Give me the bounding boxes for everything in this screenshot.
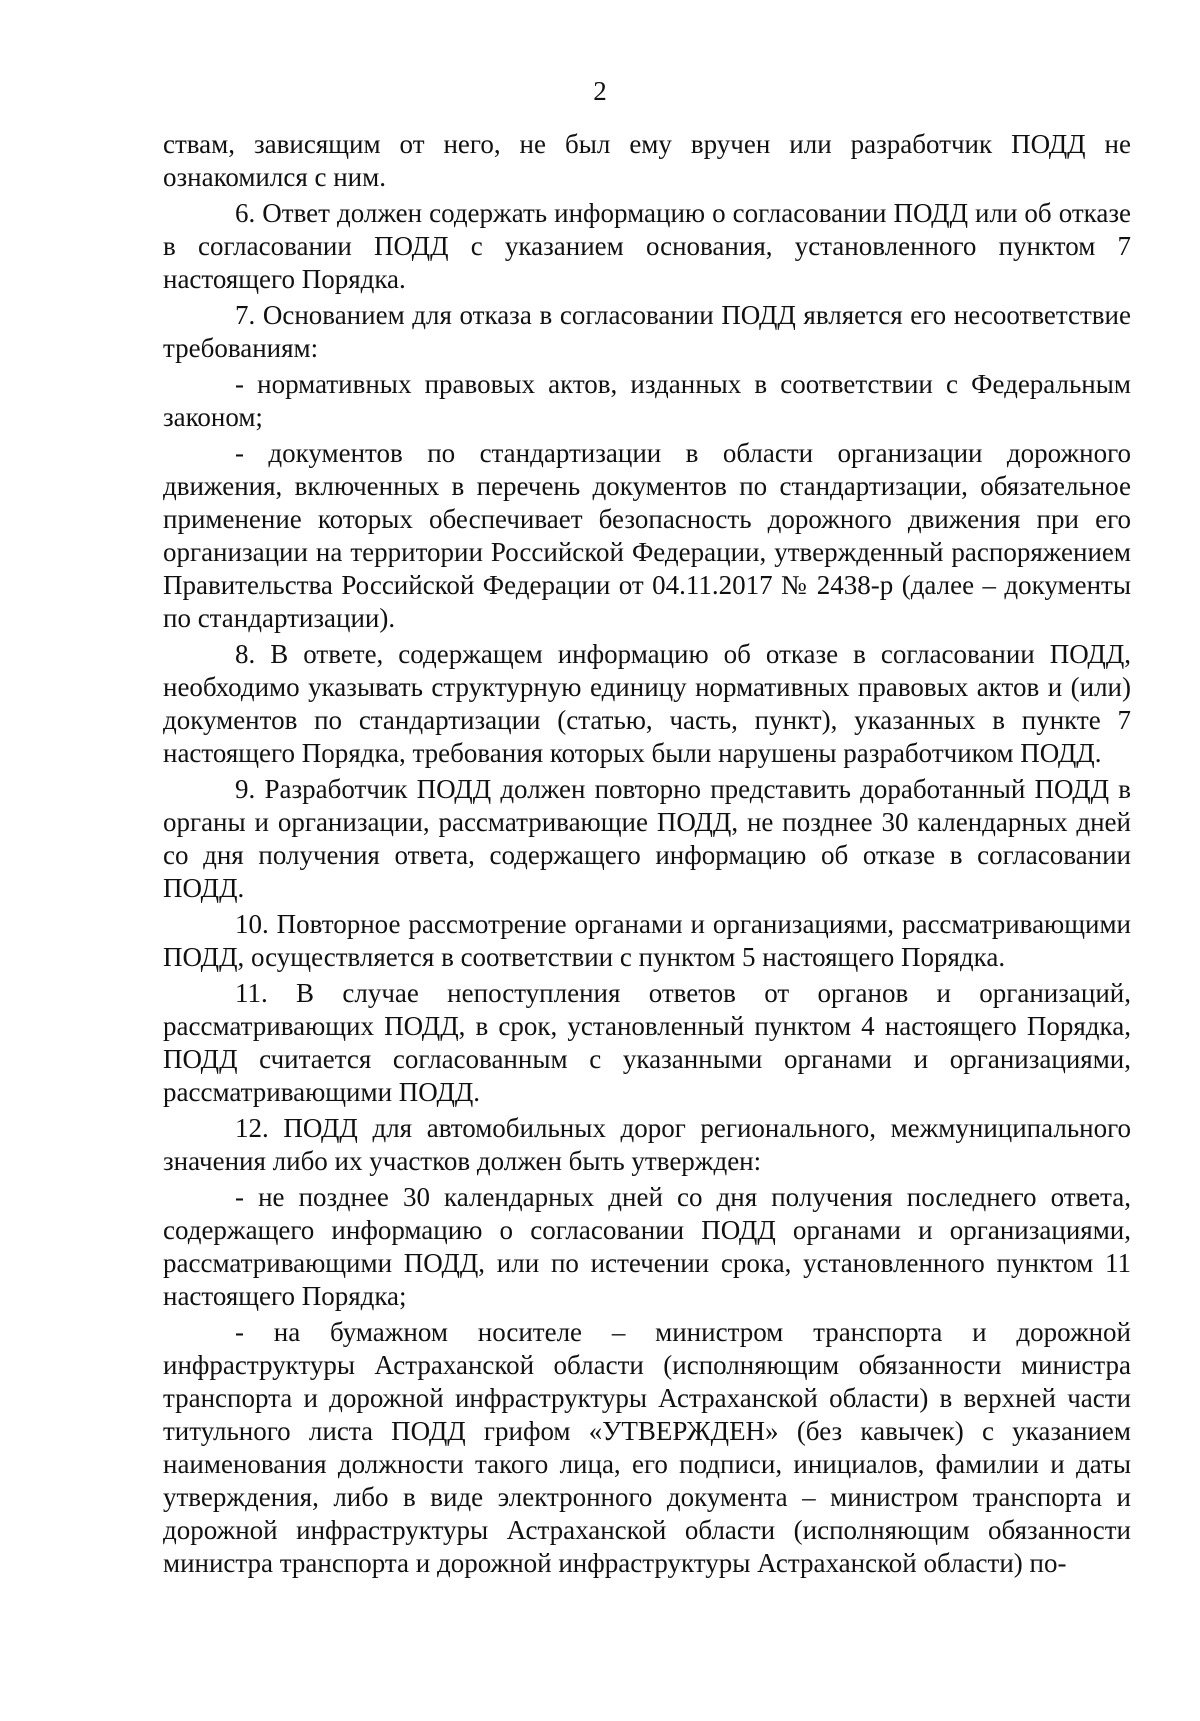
paragraph-item-9: 9. Разработчик ПОДД должен повторно представить доработанный ПОДД в органы и организации, рассматривающие ПОДД, не позднее 30 календарных дней со дня получения ответа, содержащего информацию об отказе в согласовании ПОДД. [163, 774, 1131, 903]
paragraph-item-12-subitem-1: - не позднее 30 календарных дней со дня получения последнего ответа, содержащего информацию о согласовании ПОДД органами и организациями, рассматривающими ПОДД, или по истечении срока, установленного пунктом 11 настоящего Порядка; [163, 1182, 1131, 1311]
paragraph-item-6: 6. Ответ должен содержать информацию о согласовании ПОДД или об отказе в согласовании ПОДД с указанием основания, установленного пунктом 7 настоящего Порядка. [163, 198, 1131, 294]
document-body [163, 128, 1131, 1583]
paragraph-item-12-subitem-2: - на бумажном носителе – министром транспорта и дорожной инфраструктуры Астраханской области (исполняющим обязанности министра транспорта и дорожной инфраструктуры Астраханской области) в верхней части титульного листа ПОДД грифом «УТВЕРЖДЕН» (без кавычек) с указанием наименования должности такого лица, его подписи, инициалов, фамилии и даты утверждения, либо в виде электронного документа – министром транспорта и дорожной инфраструктуры Астраханской области (исполняющим обязанности министра транспорта и дорожной инфраструктуры Астраханской области) по- [163, 1317, 1131, 1578]
paragraph-item-8: 8. В ответе, содержащем информацию об отказе в согласовании ПОДД, необходимо указывать структурную единицу нормативных правовых актов и (или) документов по стандартизации (статью, часть, пункт), указанных в пункте 7 настоящего Порядка, требования которых были нарушены разработчиком ПОДД. [163, 639, 1131, 768]
paragraph-item-7: 7. Основанием для отказа в согласовании ПОДД является его несоответствие требованиям: [163, 300, 1131, 363]
paragraph-item-7-subitem-2: - документов по стандартизации в области организации дорожного движения, включенных в перечень документов по стандартизации, обязательное применение которых обеспечивает безопасность дорожного движения при его организации на территории Российской Федерации, утвержденный распоряжением Правительства Российской Федерации от 04.11.2017 № 2438-р (далее – документы по стандартизации). [163, 438, 1131, 633]
paragraph-item-12: 12. ПОДД для автомобильных дорог регионального, межмуниципального значения либо их участков должен быть утвержден: [163, 1113, 1131, 1176]
paragraph-item-10: 10. Повторное рассмотрение органами и организациями, рассматривающими ПОДД, осуществляется в соответствии с пунктом 5 настоящего Порядка. [163, 909, 1131, 972]
paragraph-item-7-subitem-1: - нормативных правовых актов, изданных в соответствии с Федеральным законом; [163, 369, 1131, 432]
paragraph-item-11: 11. В случае непоступления ответов от органов и организаций, рассматривающих ПОДД, в срок, установленный пунктом 4 настоящего Порядка, ПОДД считается согласованным с указанными органами и организациями, рассматривающими ПОДД. [163, 978, 1131, 1107]
paragraph-continuation: ствам, зависящим от него, не был ему вручен или разработчик ПОДД не ознакомился с ним. [163, 129, 1131, 192]
page-number: 2 [593, 76, 607, 106]
